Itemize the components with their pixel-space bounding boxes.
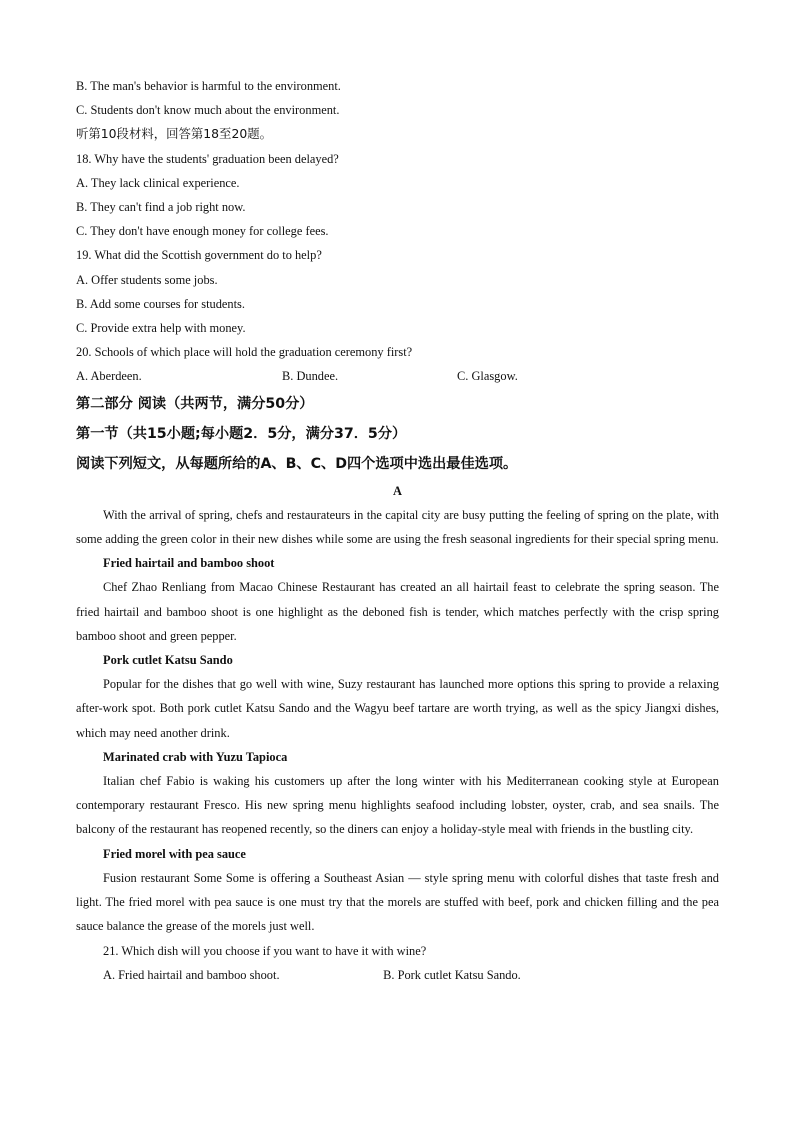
passage-intro: With the arrival of spring, chefs and restaurateurs in the capital city are busy putting the feeling of spring on the plate, with some adding the green color in their new dishes while some are using the fresh seasonal ingredients for their special spring menu. [76,507,719,547]
dish-title: Fried hairtail and bamboo shoot [103,556,275,571]
q20-options [76,364,719,388]
section1-title: 第一节（共15小题;每小题2．5分，满分37．5分） [76,425,407,442]
dish-title: Marinated crab with Yuzu Tapioca [103,749,288,764]
listening-instruction: 听第10段材料，回答第18至20题。 [76,126,272,142]
question-18: 18. Why have the students' graduation been delayed? [76,151,339,166]
question-21: 21. Which dish will you choose if you want to have it with wine? [103,943,427,958]
dish-title: Pork cutlet Katsu Sando [103,653,233,668]
question-19: 19. What did the Scottish government do to help? [76,248,322,263]
q20-option-b: B. Dundee. [282,369,339,384]
q21-option-a: A. Fried hairtail and bamboo shoot. [103,967,280,982]
dish-description: Italian chef Fabio is waking his customers up after the long winter with his Mediterranean cooking style at European contemporary restaurant Fresco. His new spring menu highlights seafood including lobster, oyster, crab, and sea snails. The balcony of the restaurant has reopened recently, so the diners can enjoy a holiday-style meal with friends in the bustling city. [76,774,719,837]
question-20: 20. Schools of which place will hold the graduation ceremony first? [76,345,413,360]
q18-option-b: B. They can't find a job right now. [76,200,246,215]
part2-title: 第二部分 阅读（共两节，满分50分） [76,395,314,412]
q18-option-c: C. They don't have enough money for college fees. [76,224,329,239]
q19-option-c: C. Provide extra help with money. [76,321,246,336]
reading-instruction: 阅读下列短文，从每题所给的A、B、C、D四个选项中选出最佳选项。 [76,455,518,472]
q19-option-a: A. Offer students some jobs. [76,272,218,287]
q21-option-b: B. Pork cutlet Katsu Sando. [383,967,521,982]
dish-description: Fusion restaurant Some Some is offering a Southeast Asian — style spring menu with colorful dishes that taste fresh and light. The fried morel with pea sauce is one must try that the morels are stuffed with beef, pork and chicken filling and the pea sauce balance the grease of the morels just well. [76,870,719,934]
q21-options [76,963,719,987]
passage-label: A [393,483,402,498]
dish-description: Popular for the dishes that go well with wine, Suzy restaurant has launched more options this spring to provide a relaxing after-work spot. Both pork cutlet Katsu Sando and the Wagyu beef tartare are worth trying, as well as the spicy Jiangxi dishes, which may need another drink. [76,677,719,740]
q19-option-b: B. Add some courses for students. [76,296,245,311]
exam-page [76,74,719,987]
q20-option-c: C. Glasgow. [457,369,518,384]
q18-option-a: A. They lack clinical experience. [76,175,240,190]
q20-option-a: A. Aberdeen. [76,369,142,384]
dish-description: Chef Zhao Renliang from Macao Chinese Restaurant has created an all hairtail feast to celebrate the spring season. The fried hairtail and bamboo shoot is one highlight as the deboned fish is tender, which matches perfectly with the crisp spring bamboo shoot and green pepper. [76,580,719,643]
option-line: C. Students don't know much about the environment. [76,103,340,118]
dish-title: Fried morel with pea sauce [103,846,246,861]
option-line: B. The man's behavior is harmful to the environment. [76,79,341,93]
